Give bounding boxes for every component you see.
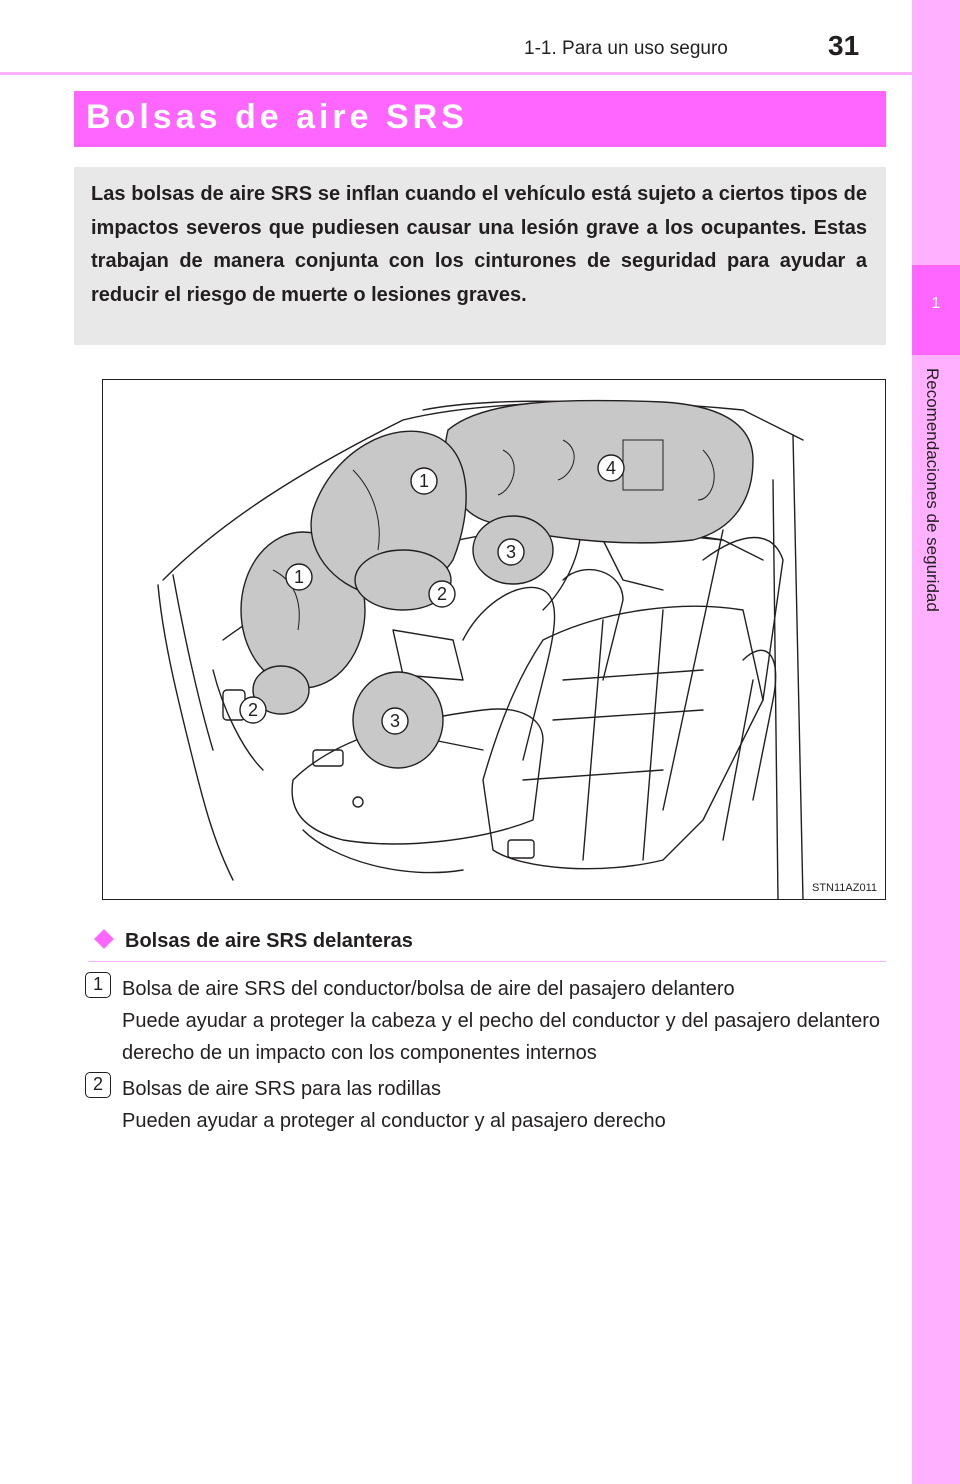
page-number: 31	[828, 30, 860, 61]
item-number-badge: 2	[85, 1072, 111, 1098]
header-divider	[0, 72, 912, 75]
subsection-divider	[88, 961, 886, 962]
airbag-illustration	[102, 379, 886, 900]
figure-code: STN11AZ011	[811, 882, 877, 894]
running-header: 1-1. Para un uso seguro	[524, 38, 728, 59]
callout-label: 1	[418, 471, 430, 491]
chapter-title-vertical: Recomendaciones de seguridad	[923, 368, 942, 612]
chapter-tab-number: 1	[931, 295, 941, 312]
item-number-badge: 1	[85, 972, 111, 998]
callout-label: 3	[505, 542, 517, 562]
item-title: Bolsa de aire SRS del conductor/bolsa de aire del pasajero delantero	[122, 978, 735, 1000]
car-interior-drawing	[103, 380, 886, 900]
callout-label: 4	[605, 458, 617, 478]
item-description: Puede ayudar a proteger la cabeza y el pecho del conductor y del pasajero delantero derecho de un impacto con los componentes internos	[122, 1010, 880, 1064]
callout-label: 2	[247, 700, 259, 720]
section-title: Bolsas de aire SRS	[86, 98, 468, 136]
diamond-bullet-icon	[94, 929, 114, 949]
callout-label: 1	[293, 567, 305, 587]
callout-label: 3	[389, 711, 401, 731]
item-title: Bolsas de aire SRS para las rodillas	[122, 1078, 442, 1100]
subsection-heading: Bolsas de aire SRS delanteras	[125, 930, 413, 952]
intro-text: Las bolsas de aire SRS se inflan cuando el vehículo está sujeto a ciertos tipos de impactos severos que pudiesen causar una lesión grave a los ocupantes. Estas trabajan de manera conjunta con los cinturones de seguridad para ayudar a reducir el riesgo de muerte o lesiones graves.	[91, 183, 867, 306]
item-description: Pueden ayudar a proteger al conductor y al pasajero derecho	[122, 1110, 666, 1132]
side-thumb-strip	[912, 0, 960, 1484]
callout-label: 2	[436, 584, 448, 604]
